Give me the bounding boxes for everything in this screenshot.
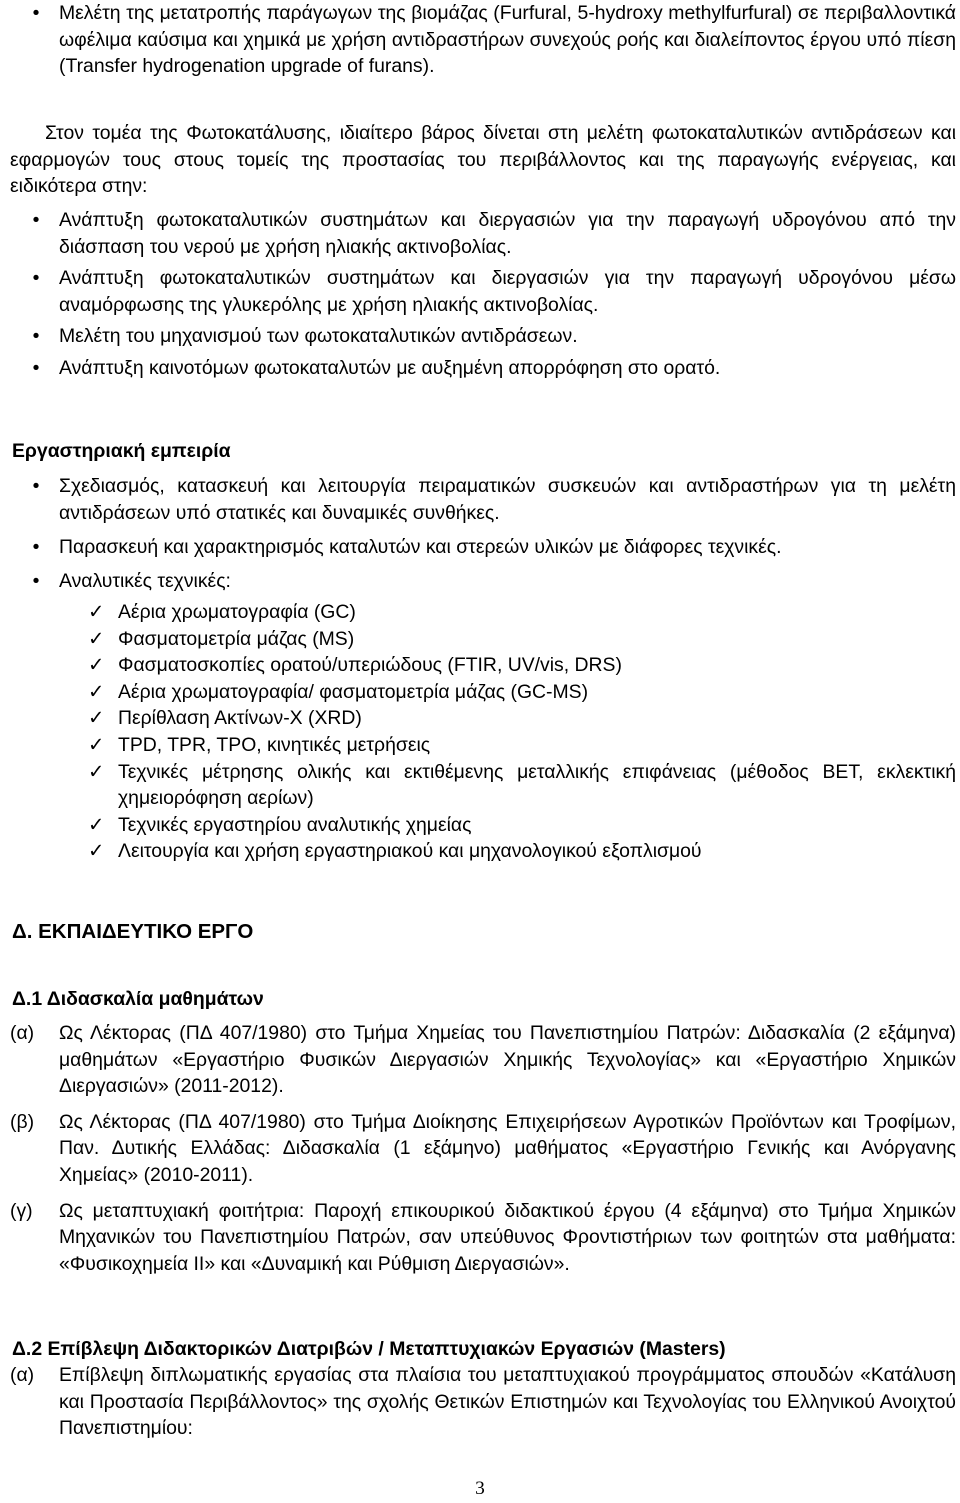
bullet-icon: • [32, 209, 40, 231]
lab-bullets [0, 473, 956, 594]
lab-experience-heading: Εργαστηριακή εμπειρία [12, 440, 231, 462]
checklist-item [0, 652, 956, 679]
list-item-text: Σχεδιασμός, κατασκευή και λειτουργία πειραματικών συσκευών και αντιδραστήρων για τη μελέτη αντιδράσεων υπό στατικές και δυναμικές συνθήκες. [59, 475, 956, 524]
d1-items [0, 1020, 956, 1277]
list-item-text: Αναλυτικές τεχνικές: [59, 569, 231, 592]
photocatalysis-bullets [0, 207, 956, 382]
item-label: (α) [10, 1022, 35, 1044]
d1-title: Δ.1 Διδασκαλία μαθημάτων [12, 988, 264, 1010]
checklist-item [0, 599, 956, 626]
list-item [0, 323, 956, 350]
list-item [0, 1362, 956, 1442]
item-text: Επίβλεψη διπλωματικής εργασίας στα πλαίσια του μεταπτυχιακού προγράμματος σπουδών «Κατάλυση και Προστασία Περιβάλλοντος» της σχολής Θετικών Επιστημών και Τεχνολογίας του Ελληνικού Ανοιχτού Πανεπιστημίου: [59, 1364, 956, 1440]
checklist-item [0, 812, 956, 839]
checklist-item-text: Περίθλαση Ακτίνων-Χ (XRD) [118, 707, 362, 730]
checklist-item [0, 705, 956, 732]
item-label: (γ) [10, 1199, 33, 1222]
check-icon: ✓ [88, 840, 105, 863]
check-icon: ✓ [88, 680, 105, 703]
checklist-item-text: TPD, TPR, TPO, κινητικές μετρήσεις [118, 733, 431, 756]
photocatalysis-paragraph: Στον τομέα της Φωτοκατάλυσης, ιδιαίτερο βάρος δίνεται στη μελέτη φωτοκαταλυτικών αντιδράσεων και εφαρμογών τους στους τομείς της προστασίας του περιβάλλοντος και της παραγωγής ενέργειας, και ειδικότερα στην: [10, 122, 956, 198]
checklist-item-text: Αέρια χρωματογραφία (GC) [118, 601, 356, 623]
bullet-icon: • [32, 536, 40, 559]
list-item [0, 1109, 956, 1189]
check-icon: ✓ [88, 813, 105, 836]
list-item-text: Ανάπτυξη φωτοκαταλυτικών συστημάτων και διεργασιών για την παραγωγή υδρογόνου μέσω αναμόρφωσης της γλυκερόλης με χρήση ηλιακής ακτινοβολίας. [59, 267, 956, 316]
check-icon: ✓ [88, 760, 105, 783]
checklist-item [0, 838, 956, 865]
list-item-text: Ανάπτυξη φωτοκαταλυτικών συστημάτων και διεργασιών για την παραγωγή υδρογόνου από την διάσπαση του νερού με χρήση ηλιακής ακτινοβολίας. [59, 209, 956, 258]
list-item-text: Μελέτη του μηχανισμού των φωτοκαταλυτικών αντιδράσεων. [59, 325, 578, 348]
check-icon: ✓ [88, 733, 105, 756]
checklist-item-text: Φασματομετρία μάζας (MS) [118, 627, 355, 650]
checklist-item [0, 679, 956, 706]
checklist-item-text: Φασματοσκοπίες ορατού/υπεριώδους (FTIR, UV/vis, DRS) [118, 654, 622, 677]
bullet-icon: • [32, 325, 40, 348]
checklist-item-text: Τεχνικές μέτρησης ολικής και εκτιθέμενης μεταλλικής επιφάνειας (μέθοδος BET, εκλεκτική χημειορόφηση αερίων) [118, 760, 956, 810]
list-item-text: Ανάπτυξη καινοτόμων φωτοκαταλυτών με αυξημένη απορρόφηση στο ορατό. [59, 356, 721, 379]
bullet-icon: • [32, 569, 40, 592]
list-item [0, 534, 956, 561]
list-item [0, 1198, 956, 1278]
list-item-text: Μελέτη της μετατροπής παράγωγων της βιομάζας (Furfural, 5-hydroxy methylfurfural) σε περιβαλλοντικά ωφέλιμα καύσιμα και χημικά με χρήση αντιδραστήρων συνεχούς ροής και διαλείποντος έργου υπό πίεση (Transfer hydrogenation upgrade of furans). [59, 2, 956, 78]
section-d-title: Δ. ΕΚΠΑΙΔΕΥΤΙΚΟ ΕΡΓΟ [12, 920, 254, 943]
d2-title: Δ.2 Επίβλεψη Διδακτορικών Διατριβών / Μεταπτυχιακών Εργασιών (Masters) [12, 1338, 726, 1360]
check-icon: ✓ [88, 707, 105, 730]
bullet-icon: • [32, 475, 40, 497]
item-text: Ως Λέκτορας (ΠΔ 407/1980) στο Τμήμα Χημείας του Πανεπιστημίου Πατρών: Διδασκαλία (2 εξάμηνα) μαθημάτων «Εργαστήριο Φυσικών Διεργασιών Χημικής Τεχνολογίας» και «Εργαστήριο Χημικών Διεργασιών» (2011-2012). [59, 1022, 956, 1098]
list-item [0, 0, 956, 80]
item-text: Ως Λέκτορας (ΠΔ 407/1980) στο Τμήμα Διοίκησης Επιχειρήσεων Αγροτικών Προϊόντων και Τροφίμων, Παν. Δυτικής Ελλάδας: Διδασκαλία (1 εξάμηνο) μαθήματος «Εργαστήριο Γενικής και Ανόργανης Χημείας» (2010-2011). [59, 1110, 956, 1186]
item-label: (β) [10, 1110, 35, 1133]
checklist-item-text: Λειτουργία και χρήση εργαστηριακού και μηχανολογικού εξοπλισμού [118, 840, 702, 863]
bullet-icon: • [32, 2, 40, 24]
analytical-techniques-list [0, 599, 956, 865]
list-item [0, 568, 956, 595]
list-item [0, 355, 956, 382]
check-icon: ✓ [88, 601, 105, 623]
item-text: Ως μεταπτυχιακή φοιτήτρια: Παροχή επικουρικού διδακτικού έργου (4 εξάμηνα) στο Τμήμα Χημικών Μηχανικών του Πανεπιστημίου Πατρών, σαν υπεύθυνος Φροντιστήριων των φοιτητών στα μαθήματα: «Φυσικοχημεία ΙΙ» και «Δυναμική και Ρύθμιση Διεργασιών». [59, 1199, 956, 1275]
bullet-icon: • [32, 356, 40, 379]
check-icon: ✓ [88, 627, 105, 650]
list-item [0, 207, 956, 260]
list-item [0, 473, 956, 526]
intro-bullet [0, 0, 956, 80]
item-label: (α) [10, 1364, 35, 1386]
list-item-text: Παρασκευή και χαρακτηρισμός καταλυτών και στερεών υλικών με διάφορες τεχνικές. [59, 536, 782, 559]
checklist-item [0, 732, 956, 759]
list-item [0, 1020, 956, 1100]
checklist-item [0, 626, 956, 653]
checklist-item-text: Αέρια χρωματογραφία/ φασματομετρία μάζας (GC-MS) [118, 680, 589, 703]
d2-items [0, 1362, 956, 1442]
list-item [0, 265, 956, 318]
bullet-icon: • [32, 267, 40, 290]
checklist-item [0, 759, 956, 812]
page-number: 3 [475, 1478, 485, 1499]
checklist-item-text: Τεχνικές εργαστηρίου αναλυτικής χημείας [118, 813, 472, 836]
check-icon: ✓ [88, 654, 105, 677]
